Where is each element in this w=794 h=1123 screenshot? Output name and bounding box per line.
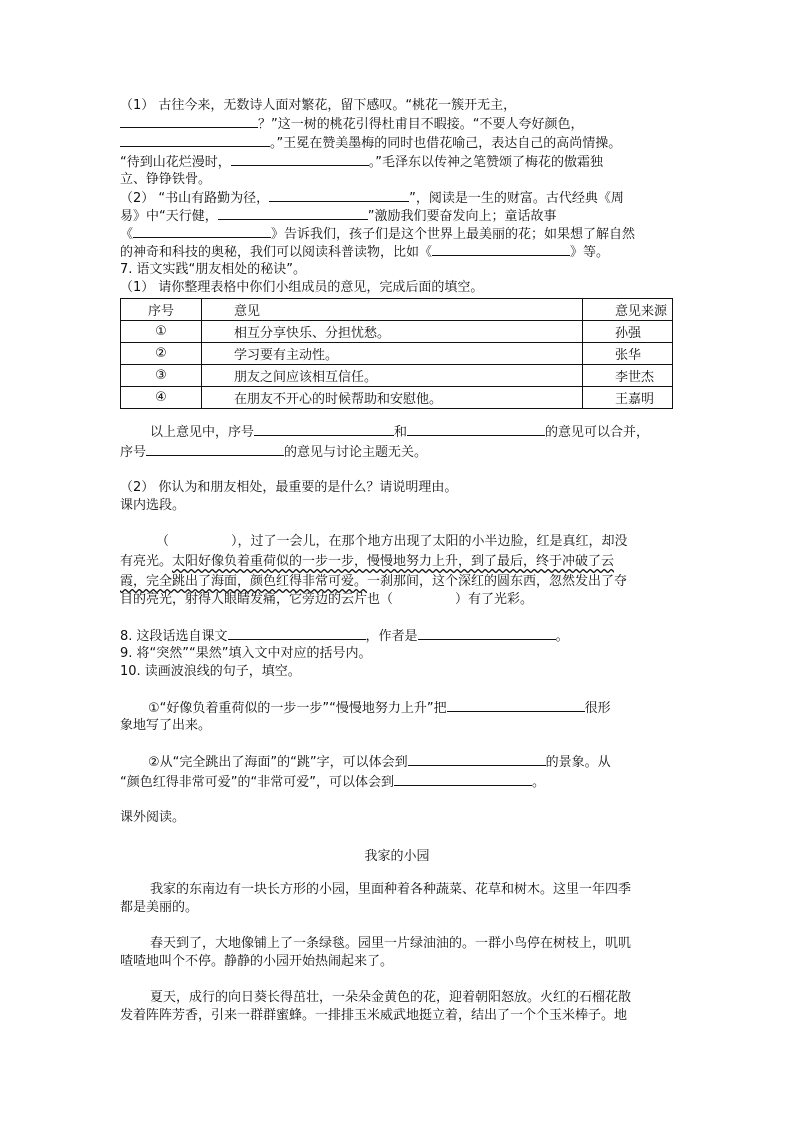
answer-blank[interactable] (394, 772, 532, 786)
q10-2-line1: ②从“完全跳出了海面”的“跳”字，可以体会到 的景象。从 (148, 752, 611, 772)
row-no: ③ (121, 365, 202, 387)
q6-1-line5: 立、铮铮铁骨。 (120, 172, 212, 187)
answer-blank[interactable] (120, 133, 270, 147)
article-p2-line2: 喳喳地叫个不停。静静的小园开始热闹起来了。 (120, 954, 394, 969)
q7-fill-line1: 以上意见中，序号 和 的意见可以合并， (150, 422, 649, 442)
q7-sub2: （2） 你认为和朋友相处，最重要的是什么？请说明理由。 (120, 480, 458, 495)
answer-blank[interactable] (218, 206, 368, 220)
answer-blank[interactable] (228, 626, 366, 640)
q6-2-line2: 易》中“天行健， ”激励我们要奋发向上；童话故事 (120, 206, 557, 226)
opinion-table (120, 298, 673, 409)
row-opinion: 朋友之间应该相互信任。 (202, 365, 583, 387)
q7-fill-line2: 序号 的意见与讨论主题无关。 (120, 442, 427, 462)
answer-blank[interactable] (254, 422, 394, 436)
header-no: 序号 (121, 299, 202, 321)
wavy-sentence: 霞，完全跳出了海面，颜色红得非常可爱。 (120, 574, 368, 589)
q6-2-line3: 《 》告诉我们，孩子们是这个世界上最美丽的花；如果想了解自然 (120, 224, 635, 244)
q7-heading: 7. 语文实践“朋友相处的秘诀”。 (120, 262, 307, 277)
answer-blank[interactable] (269, 188, 409, 202)
row-source: 孙强 (583, 321, 673, 343)
header-source: 意见来源 (583, 299, 673, 321)
row-no: ④ (121, 387, 202, 409)
q6-1-line4: “待到山花烂漫时， 。”毛泽东以传神之笔赞颂了梅花的傲霜独 (120, 152, 603, 172)
q10-1-line1: ①“好像负着重荷似的一步一步”“慢慢地努力上升”把 很形 (148, 698, 611, 718)
q10-2-line2: “颜色红得非常可爱”的“非常可爱”，可以体会到 。 (120, 772, 545, 792)
table-row (121, 321, 673, 343)
passage-line4: 目的亮光，射得人眼睛发痛，它旁边的云片也（ ）有了光彩。 (120, 592, 534, 607)
row-no: ② (121, 343, 202, 365)
q6-1-line2: ？”这一树的桃花引得杜甫目不暇接。“不要人夸好颜色， (120, 114, 583, 134)
q10-1-line2: 象地写了出来。 (120, 718, 212, 733)
q6-1-line1: （1） 古往今来，无数诗人面对繁花，留下感叹。“桃花一簇开无主， (120, 98, 517, 113)
answer-blank[interactable] (407, 422, 545, 436)
answer-blank[interactable] (432, 242, 570, 256)
q10-line: 10. 读画波浪线的句子，填空。 (120, 664, 301, 679)
article-p3-line2: 发着阵阵芳香，引来一群群蜜蜂。一排排玉米威武地挺立着，结出了一个个玉米棒子。地 (120, 1008, 628, 1023)
q6-2-line1: （2） “书山有路勤为径， ”，阅读是一生的财富。古代经典《周 (120, 188, 624, 208)
row-opinion: 在朋友不开心的时候帮助和安慰他。 (202, 387, 583, 409)
answer-blank[interactable] (408, 752, 546, 766)
answer-blank[interactable] (418, 626, 556, 640)
article-p2-line1: 春天到了，大地像铺上了一条绿毯。园里一片绿油油的。一群小鸟停在树枝上，叽叽 (150, 936, 632, 951)
answer-blank[interactable] (231, 152, 369, 166)
passage-line1: （ ），过了一会儿，在那个地方出现了太阳的小半边脸，红是真红，却没 (156, 534, 628, 549)
row-no: ① (121, 321, 202, 343)
table-header-row (121, 299, 673, 321)
row-source: 李世杰 (583, 365, 673, 387)
q7-sub1: （1） 请你整理表格中你们小组成员的意见，完成后面的填空。 (120, 280, 484, 295)
row-opinion: 相互分享快乐、分担忧愁。 (202, 321, 583, 343)
article-title: 我家的小园 (364, 849, 430, 864)
answer-blank[interactable] (133, 224, 271, 238)
table-row (121, 365, 673, 387)
q9-line: 9. 将“突然”“果然”填入文中对应的括号内。 (120, 646, 372, 661)
table-row (121, 387, 673, 409)
answer-blank[interactable] (120, 114, 258, 128)
passage-line3: 霞，完全跳出了海面，颜色红得非常可爱。一刹那间，这个深红的圆东西，忽然发出了夺 (120, 574, 628, 589)
answer-blank[interactable] (146, 442, 284, 456)
header-opinion: 意见 (202, 299, 583, 321)
passage-line2: 有亮光。太阳好像负着重荷似的一步一步，慢慢地努力上升，到了最后，终于冲破了云 (120, 554, 615, 569)
row-opinion: 学习要有主动性。 (202, 343, 583, 365)
out-class-label: 课外阅读。 (120, 810, 186, 825)
in-class-label: 课内选段。 (120, 498, 186, 513)
wavy-sentence: 太阳好像负着重荷似的一步一步，慢慢地努力上升，到了最后，终于冲破了云 (172, 554, 615, 569)
article-p1-line1: 我家的东南边有一块长方形的小园，里面种着各种蔬菜、花草和树木。这里一年四季 (150, 882, 632, 897)
article-p1-line2: 都是美丽的。 (120, 900, 199, 915)
q6-1-line3: 。”王冕在赞美墨梅的同时也借花喻己，表达自己的高尚情操。 (120, 133, 621, 153)
q8-line: 8. 这段话选自课文 ，作者是 。 (120, 626, 569, 646)
row-source: 王嘉明 (583, 387, 673, 409)
answer-blank[interactable] (447, 698, 585, 712)
row-source: 张华 (583, 343, 673, 365)
article-p3-line1: 夏天，成行的向日葵长得茁壮，一朵朵金黄色的花，迎着朝阳怒放。火红的石榴花散 (150, 990, 632, 1005)
table-row (121, 343, 673, 365)
q6-2-line4: 的神奇和科技的奥秘，我们可以阅读科普读物，比如《 》等。 (120, 242, 609, 262)
